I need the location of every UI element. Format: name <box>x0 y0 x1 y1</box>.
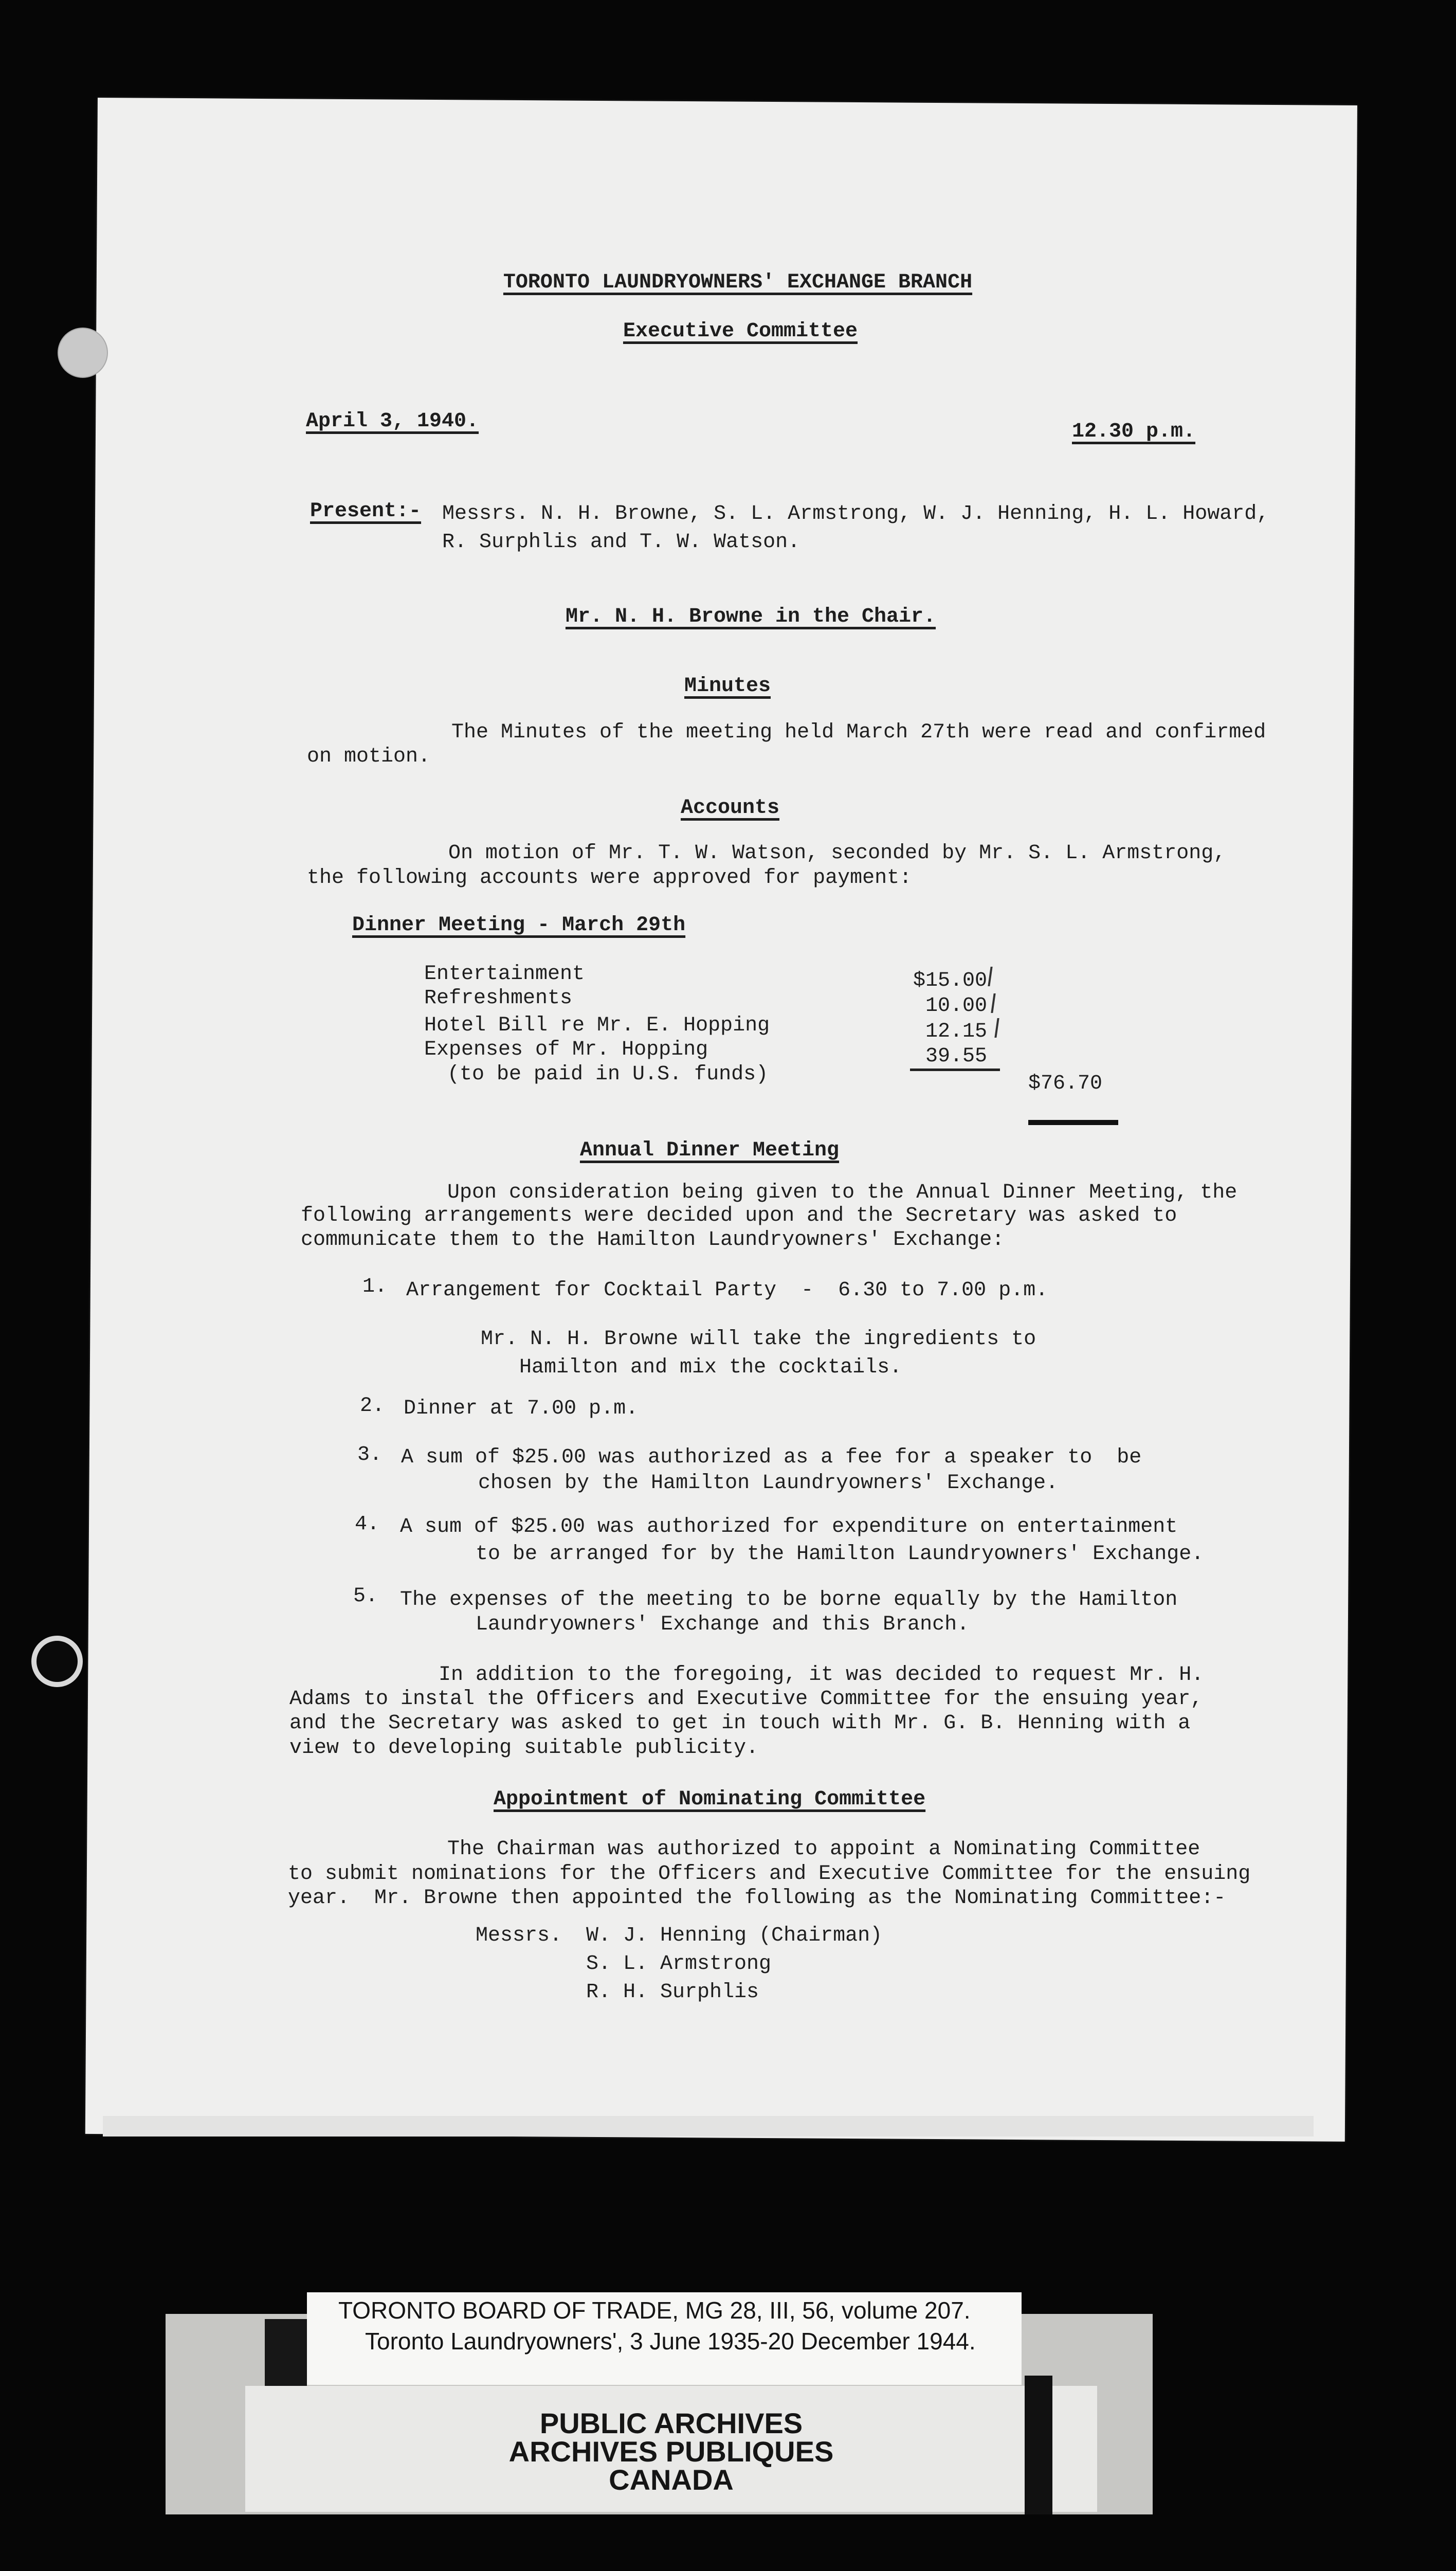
addition-line-3: and the Secretary was asked to get in touch with Mr. G. B. Henning with a <box>289 1712 1191 1735</box>
archive-stamp-line-1: PUBLIC ARCHIVES <box>539 2407 803 2439</box>
list-item-continued: to be arranged for by the Hamilton Laundryowners' Exchange. <box>476 1543 1204 1566</box>
document-page <box>85 98 1357 2142</box>
archive-stamp-line-3: CANADA <box>609 2464 734 2496</box>
archive-stamp-line-2: ARCHIVES PUBLIQUES <box>508 2435 834 2468</box>
accounts-line-2: the following accounts were approved for payment: <box>307 866 912 890</box>
list-item: Arrangement for Cocktail Party - 6.30 to 7.00 p.m. <box>406 1279 1048 1302</box>
chair-line: Mr. N. H. Browne in the Chair. <box>565 605 936 628</box>
document-title: TORONTO LAUNDRYOWNERS' EXCHANGE BRANCH <box>503 271 973 294</box>
list-item: A sum of $25.00 was authorized as a fee for a speaker to be <box>401 1446 1142 1469</box>
nominating-heading: Appointment of Nominating Committee <box>494 1788 926 1811</box>
punch-hole-top <box>58 328 108 378</box>
account-item-amount: 12.15 <box>925 1020 987 1043</box>
present-line-1: Messrs. N. H. Browne, S. L. Armstrong, W. J. Henning, H. L. Howard, <box>442 502 1269 526</box>
archive-label-shadow <box>265 2319 307 2388</box>
list-item: Mr. N. H. Browne will take the ingredients to <box>481 1328 1036 1351</box>
meeting-date: April 3, 1940. <box>306 410 479 433</box>
minutes-line-1: The Minutes of the meeting held March 27th were read and confirmed <box>451 721 1266 744</box>
addition-line-1: In addition to the foregoing, it was decided to request Mr. H. <box>439 1663 1204 1687</box>
nominating-line-1: The Chairman was authorized to appoint a Nominating Committee <box>447 1838 1200 1861</box>
members-prefix: Messrs. <box>476 1924 562 1947</box>
committee-member: S. L. Armstrong <box>586 1952 772 1976</box>
annual-dinner-intro-3: communicate them to the Hamilton Laundryowners' Exchange: <box>301 1228 1005 1252</box>
accounts-heading: Accounts <box>680 796 780 820</box>
committee-member: W. J. Henning (Chairman) <box>586 1924 883 1947</box>
list-item-number: 2. <box>360 1395 385 1418</box>
account-item-amount: 10.00 <box>925 994 987 1018</box>
account-item-amount: $15.00 <box>913 969 987 992</box>
list-item-number: 3. <box>357 1443 383 1466</box>
list-item: Dinner at 7.00 p.m. <box>404 1397 639 1420</box>
list-item-number: 4. <box>355 1513 380 1536</box>
addition-line-2: Adams to instal the Officers and Executive Committee for the ensuing year, <box>289 1688 1203 1711</box>
punch-hole-bottom <box>31 1636 83 1687</box>
account-item-label: Hotel Bill re Mr. E. Hopping <box>424 1014 770 1037</box>
document-subtitle: Executive Committee <box>623 320 858 343</box>
present-label: Present:- <box>310 500 422 523</box>
total-rule <box>1028 1120 1118 1125</box>
list-item: The expenses of the meeting to be borne equally by the Hamilton <box>400 1588 1178 1612</box>
account-item-label: Entertainment <box>424 963 585 986</box>
account-item-amount: 39.55 <box>925 1045 987 1068</box>
archive-reference-line-2: Toronto Laundryowners', 3 June 1935-20 December 1944. <box>365 2328 976 2355</box>
meeting-time: 12.30 p.m. <box>1072 420 1196 443</box>
annual-dinner-heading: Annual Dinner Meeting <box>579 1139 840 1162</box>
list-item-number: 5. <box>353 1585 378 1608</box>
list-item: A sum of $25.00 was authorized for expenditure on entertainment <box>400 1515 1178 1538</box>
accounts-line-1: On motion of Mr. T. W. Watson, seconded by Mr. S. L. Armstrong, <box>448 842 1226 865</box>
list-item-continued: Hamilton and mix the cocktails. <box>519 1356 902 1379</box>
addition-line-4: view to developing suitable publicity. <box>289 1736 759 1760</box>
dinner-meeting-subheading: Dinner Meeting - March 29th <box>352 914 686 937</box>
minutes-line-2: on motion. <box>307 745 431 768</box>
list-item-continued: Laundryowners' Exchange and this Branch. <box>476 1613 970 1636</box>
account-item-label: Expenses of Mr. Hopping <box>424 1038 708 1061</box>
account-item-label: Refreshments <box>424 987 573 1010</box>
page-bottom-edge <box>103 2116 1314 2137</box>
list-item-continued: chosen by the Hamilton Laundryowners' Exchange. <box>478 1472 1059 1495</box>
committee-member: R. H. Surphlis <box>586 1981 759 2004</box>
account-items-note: (to be paid in U.S. funds) <box>447 1063 769 1086</box>
annual-dinner-intro-2: following arrangements were decided upon and the Secretary was asked to <box>301 1204 1177 1227</box>
annual-dinner-intro-1: Upon consideration being given to the Annual Dinner Meeting, the <box>447 1181 1237 1204</box>
archive-reference-line-1: TORONTO BOARD OF TRADE, MG 28, III, 56, volume 207. <box>338 2297 971 2324</box>
subtotal-rule <box>910 1069 1000 1071</box>
nominating-line-2: to submit nominations for the Officers and Executive Committee for the ensuing <box>288 1862 1251 1886</box>
accounts-total: $76.70 <box>1028 1072 1103 1095</box>
list-item-number: 1. <box>362 1275 388 1298</box>
nominating-line-3: year. Mr. Browne then appointed the following as the Nominating Committee:- <box>288 1887 1226 1910</box>
present-line-2: R. Surphlis and T. W. Watson. <box>442 531 800 554</box>
minutes-heading: Minutes <box>684 675 771 698</box>
